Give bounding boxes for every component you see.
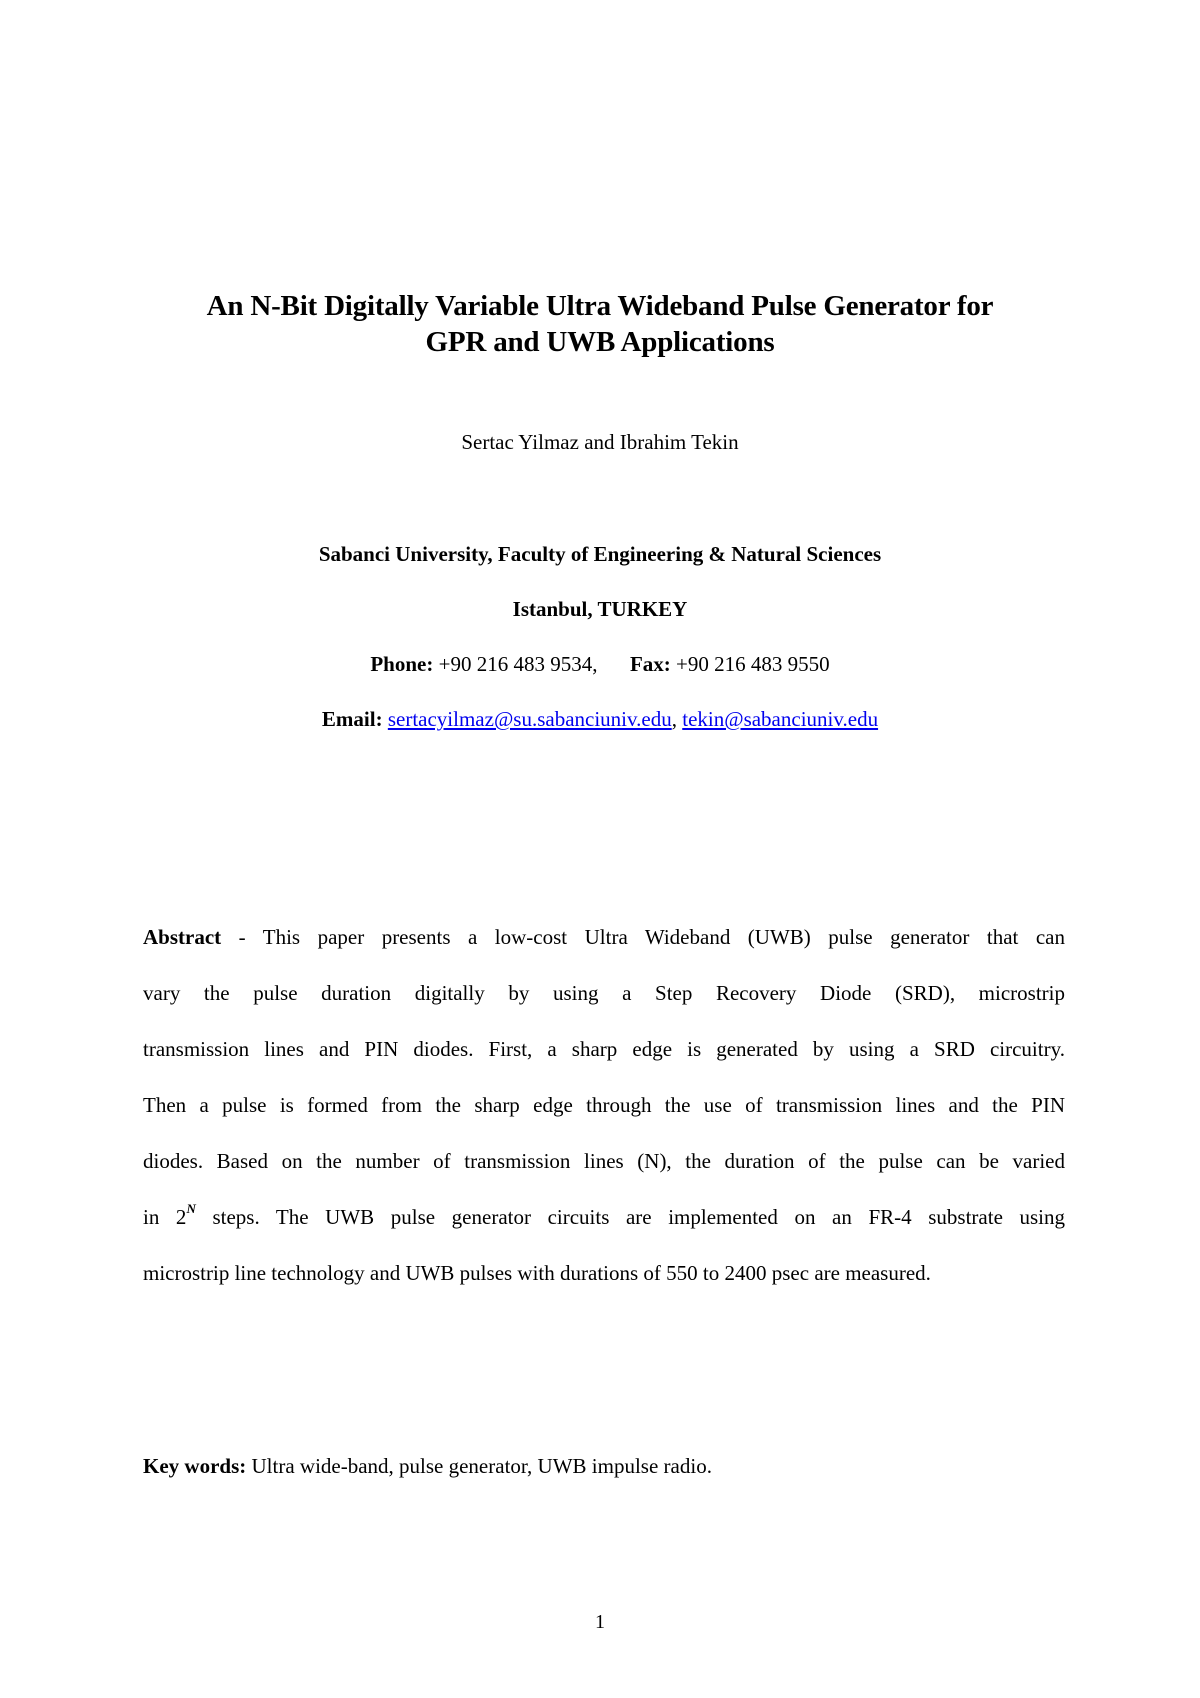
abstract: [143, 909, 1065, 1301]
abstract-line-6: [143, 1189, 1065, 1245]
email-line: [130, 706, 1070, 732]
email-link-yilmaz[interactable]: sertacyilmaz@su.sabanciuniv.edu: [387, 707, 672, 731]
keywords-text: Ultra wide-band, pulse generator, UWB impulse radio.: [251, 1454, 712, 1478]
superscript-n: N: [186, 1201, 196, 1216]
location: Istanbul, TURKEY: [512, 597, 688, 621]
abstract-label: Abstract: [143, 925, 222, 949]
phone-number: +90 216 483 9534,: [438, 652, 598, 676]
phone-fax-line: [130, 651, 1070, 677]
abstract-line-2: vary the pulse duration digitally by using a Step Recovery Diode (SRD), microstrip: [143, 981, 1065, 1005]
abstract-line-4: Then a pulse is formed from the sharp edge through the use of transmission lines and the PIN: [143, 1093, 1065, 1117]
fax-number: +90 216 483 9550: [676, 652, 830, 676]
abstract-line-3: transmission lines and PIN diodes. First, a sharp edge is generated by using a SRD circuitry.: [143, 1037, 1065, 1061]
abstract-line-6-prefix: in 2: [143, 1205, 187, 1229]
abstract-text-1: - This paper presents a low-cost Ultra Wideband (UWB) pulse generator that can: [221, 925, 1065, 949]
abstract-line-1: [143, 909, 1065, 965]
abstract-line-5: diodes. Based on the number of transmission lines (N), the duration of the pulse can be varied: [143, 1149, 1065, 1173]
keywords-label: Key words:: [143, 1454, 247, 1478]
paper-title: [130, 288, 1070, 360]
email-label: Email:: [321, 707, 383, 731]
page-number: 1: [595, 1611, 605, 1633]
fax-label: Fax:: [629, 652, 671, 676]
email-separator: ,: [671, 707, 677, 731]
title-line-1: An N-Bit Digitally Variable Ultra Wideband Pulse Generator for: [206, 290, 994, 322]
email-link-tekin[interactable]: tekin@sabanciuniv.edu: [682, 707, 879, 731]
abstract-line-7: microstrip line technology and UWB pulses with durations of 550 to 2400 psec are measured.: [143, 1261, 931, 1285]
phone-label: Phone:: [370, 652, 434, 676]
abstract-line-6-text: steps. The UWB pulse generator circuits are implemented on an FR-4 substrate using: [212, 1205, 1066, 1229]
keywords: [143, 1453, 712, 1479]
author-names: Sertac Yilmaz and Ibrahim Tekin: [461, 430, 739, 454]
affiliation: Sabanci University, Faculty of Engineering & Natural Sciences: [318, 542, 882, 566]
title-line-2: GPR and UWB Applications: [425, 326, 775, 358]
